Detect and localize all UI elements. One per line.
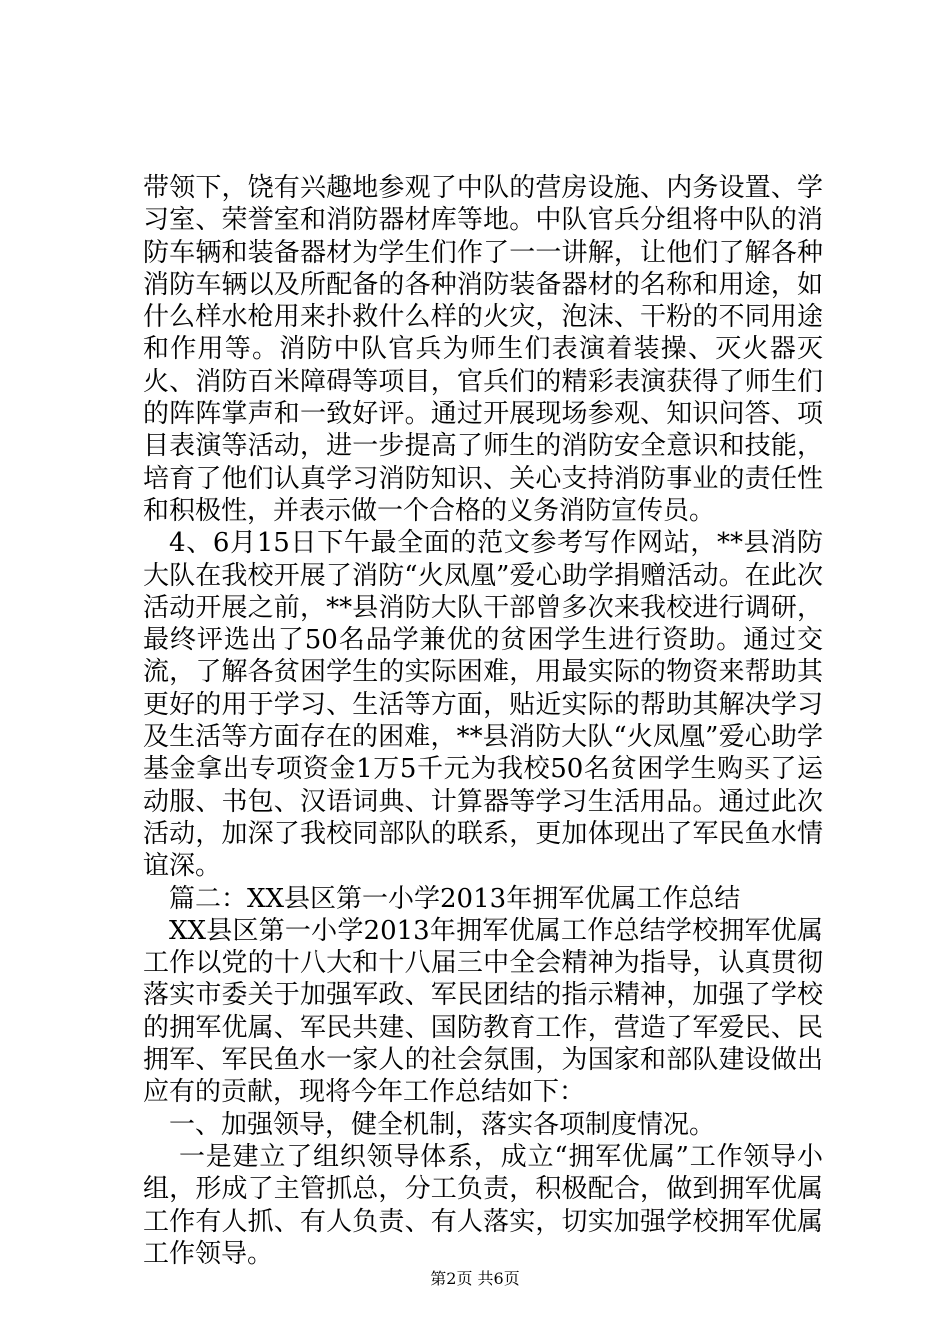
paragraph-2: 4、6月15日下午最全面的范文参考写作网站，**县消防大队在我校开展了消防“火凤凰”爱心助学捐赠活动。在此次活动开展之前，**县消防大队干部曾多次来我校进行调研，最终评选出了50名品学兼优的贫困学生进行资助。通过交流，了解各贫困学生的实际困难，用最实际的物资来帮助其更好的用于学习、生活等方面，贴近实际的帮助其解决学习及生活等方面存在的困难，**县消防大队“火凤凰”爱心助学基金拿出专项资金1万5千元为我校50名贫困学生购买了运动服、书包、汉语词典、计算器等学习生活用品。通过此次活动，加深了我校同部队的联系，更加体现出了军民鱼水情谊深。: [143, 528, 823, 882]
document-body: [143, 172, 823, 1270]
paragraph-4: 一是建立了组织领导体系，成立“拥军优属”工作领导小组，形成了主管抓总，分工负责，积极配合，做到拥军优属工作有人抓、有人负责、有人落实，切实加强学校拥军优属工作领导。: [143, 1141, 823, 1269]
subsection-heading: 一、加强领导，健全机制，落实各项制度情况。: [169, 1109, 716, 1140]
page-footer: 第2页 共6页: [430, 1269, 520, 1288]
paragraph-3: XX县区第一小学2013年拥军优属工作总结学校拥军优属工作以党的十八大和十八届三中全会精神为指导，认真贯彻落实市委关于加强军政、军民团结的指示精神，加强了学校的拥军优属、军民共建、国防教育工作，营造了军爱民、民拥军、军民鱼水一家人的社会氛围，为国家和部队建设做出应有的贡献，现将今年工作总结如下：: [143, 915, 823, 1108]
paragraph-1: 带领下，饶有兴趣地参观了中队的营房设施、内务设置、学习室、荣誉室和消防器材库等地。中队官兵分组将中队的消防车辆和装备器材为学生们作了一一讲解，让他们了解各种消防车辆以及所配备的各种消防装备器材的名称和用途，如什么样水枪用来扑救什么样的火灾，泡沫、干粉的不同用途和作用等。消防中队官兵为师生们表演着装操、灭火器灭火、消防百米障碍等项目，官兵们的精彩表演获得了师生们的阵阵掌声和一致好评。通过开展现场参观、知识问答、项目表演等活动，进一步提高了师生的消防安全意识和技能，培育了他们认真学习消防知识、关心支持消防事业的责任性和积极性，并表示做一个合格的义务消防宣传员。: [143, 173, 823, 526]
section-heading: 篇二：XX县区第一小学2013年拥军优属工作总结: [169, 883, 741, 914]
